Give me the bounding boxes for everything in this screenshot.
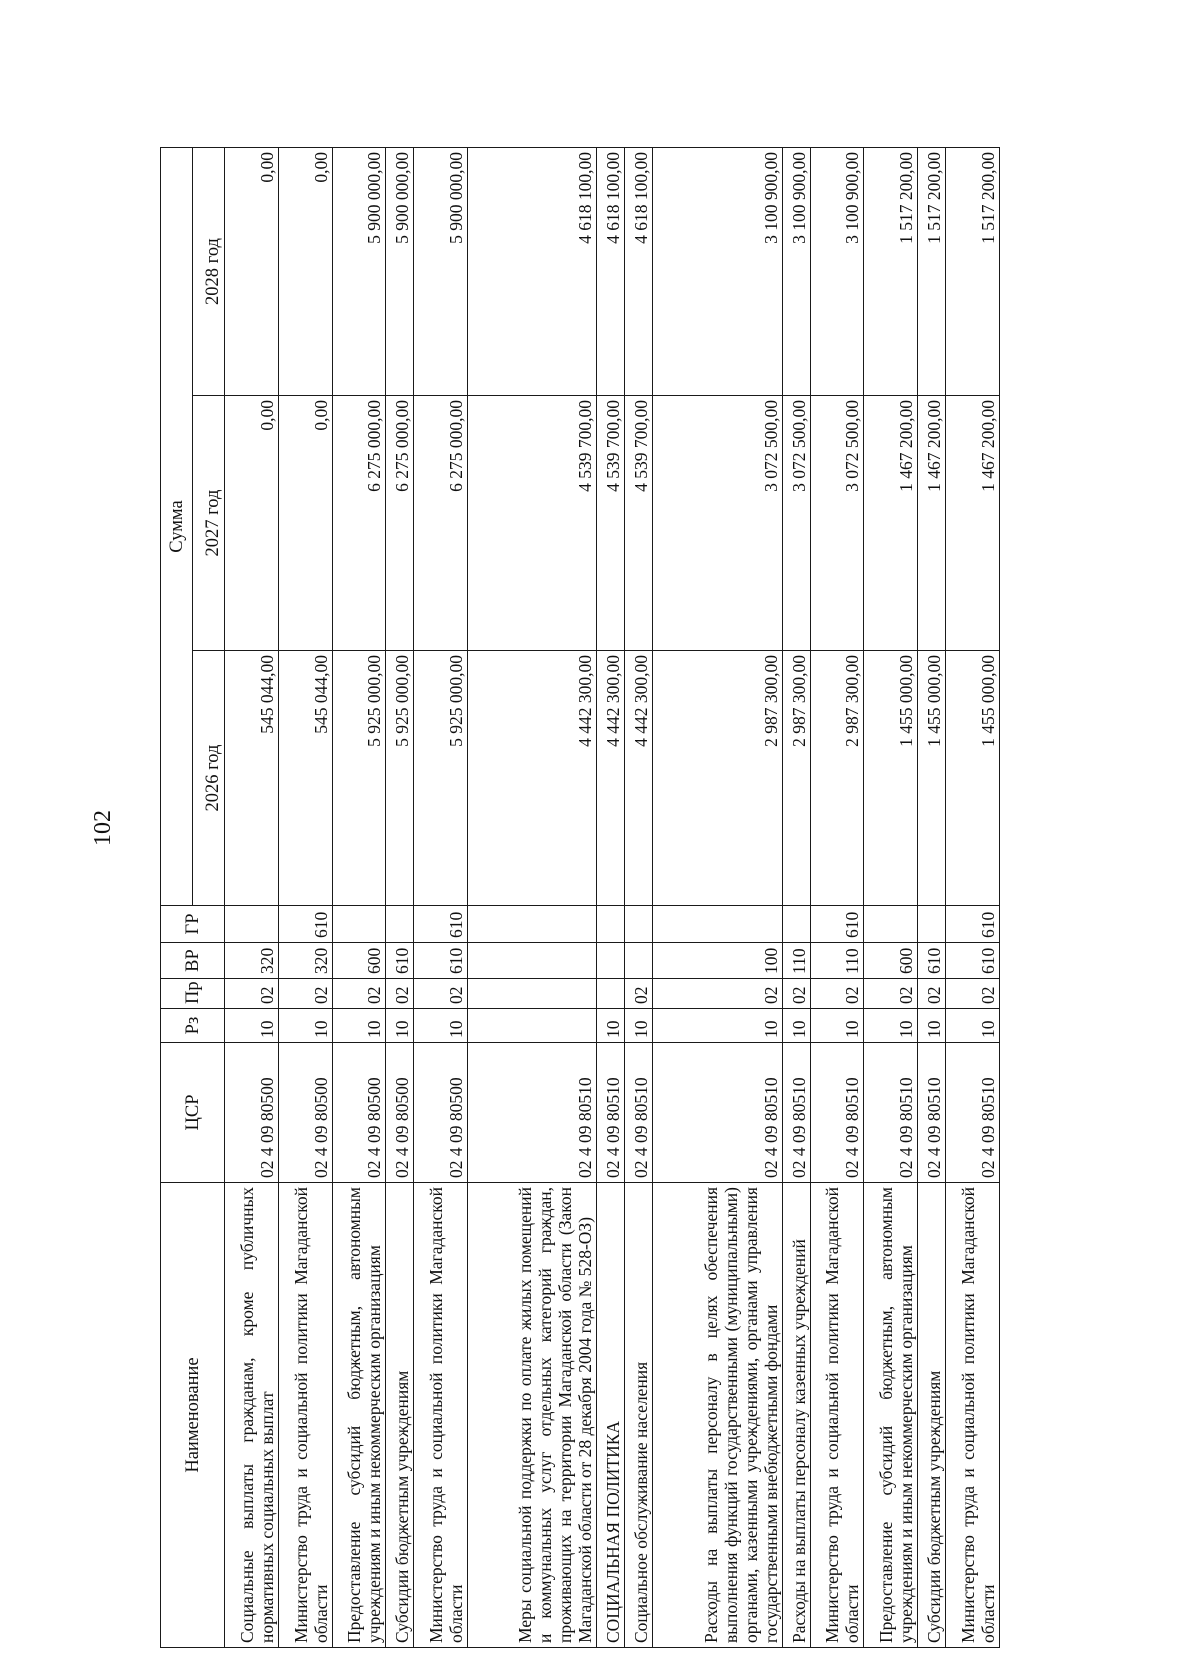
- header-row: [161, 147, 193, 1647]
- table-row: [468, 147, 597, 1647]
- row-csr-cell: 02 4 09 80510: [597, 1043, 625, 1183]
- row-vr-cell: 600: [332, 943, 386, 979]
- row-2026-amount: 5 925 000,00: [386, 651, 414, 906]
- table-row: [332, 147, 386, 1647]
- row-name-cell: Министерство труда и социальной политики Магаданской области: [946, 1183, 1000, 1648]
- row-2027-amount: 4 539 700,00: [625, 396, 653, 651]
- row-2026-amount: 4 442 300,00: [625, 651, 653, 906]
- row-gr-cell: 610: [414, 906, 468, 943]
- rotated-table-container: [160, 148, 1000, 1648]
- row-name-cell: Предоставление субсидий бюджетным, автономным учреждениям и иным некоммерческим организациям: [332, 1183, 386, 1648]
- row-2026-amount: 545 044,00: [225, 651, 279, 906]
- row-name-cell: Предоставление субсидий бюджетным, автономным учреждениям и иным некоммерческим организациям: [864, 1183, 918, 1648]
- row-vr-cell: [468, 943, 597, 979]
- row-vr-cell: 610: [946, 943, 1000, 979]
- row-name-cell: Министерство труда и социальной политики Магаданской области: [414, 1183, 468, 1648]
- header-vr: ВР: [161, 943, 225, 979]
- row-pr-cell: 02: [810, 979, 864, 1009]
- row-rz-cell: 10: [946, 1009, 1000, 1043]
- row-pr-cell: 02: [414, 979, 468, 1009]
- row-2026-amount: 1 455 000,00: [946, 651, 1000, 906]
- header-year-2027: 2027 год: [193, 396, 225, 651]
- header-gr: ГР: [161, 906, 225, 943]
- row-pr-cell: 02: [332, 979, 386, 1009]
- row-2028-amount: 4 618 100,00: [468, 147, 597, 395]
- row-2028-amount: 1 517 200,00: [918, 147, 946, 395]
- page-number: 102: [90, 810, 116, 846]
- row-gr-cell: 610: [810, 906, 864, 943]
- row-gr-cell: [782, 906, 810, 943]
- row-vr-cell: 110: [782, 943, 810, 979]
- row-gr-cell: [918, 906, 946, 943]
- row-rz-cell: 10: [653, 1009, 782, 1043]
- row-2028-amount: 3 100 900,00: [810, 147, 864, 395]
- row-rz-cell: 10: [332, 1009, 386, 1043]
- table-row: [278, 147, 332, 1647]
- row-rz-cell: 10: [810, 1009, 864, 1043]
- row-2027-amount: 3 072 500,00: [782, 396, 810, 651]
- row-pr-cell: 02: [625, 979, 653, 1009]
- table-row: [918, 147, 946, 1647]
- row-2026-amount: 2 987 300,00: [810, 651, 864, 906]
- header-rz: Рз: [161, 1009, 225, 1043]
- row-vr-cell: [625, 943, 653, 979]
- row-pr-cell: 02: [946, 979, 1000, 1009]
- row-pr-cell: 02: [653, 979, 782, 1009]
- row-rz-cell: 10: [278, 1009, 332, 1043]
- row-rz-cell: [468, 1009, 597, 1043]
- header-name: Наименование: [161, 1183, 225, 1648]
- table-row: [864, 147, 918, 1647]
- row-csr-cell: 02 4 09 80510: [782, 1043, 810, 1183]
- row-2027-amount: 1 467 200,00: [946, 396, 1000, 651]
- row-2027-amount: 4 539 700,00: [597, 396, 625, 651]
- row-vr-cell: 320: [278, 943, 332, 979]
- row-name-cell: СОЦИАЛЬНАЯ ПОЛИТИКА: [597, 1183, 625, 1648]
- row-gr-cell: [864, 906, 918, 943]
- row-2026-amount: 2 987 300,00: [782, 651, 810, 906]
- row-2028-amount: 4 618 100,00: [597, 147, 625, 395]
- row-2028-amount: 3 100 900,00: [782, 147, 810, 395]
- row-gr-cell: [386, 906, 414, 943]
- row-vr-cell: 610: [918, 943, 946, 979]
- row-gr-cell: 610: [946, 906, 1000, 943]
- row-csr-cell: 02 4 09 80500: [386, 1043, 414, 1183]
- row-csr-cell: 02 4 09 80510: [625, 1043, 653, 1183]
- table-row: [782, 147, 810, 1647]
- row-csr-cell: 02 4 09 80510: [468, 1043, 597, 1183]
- row-gr-cell: 610: [278, 906, 332, 943]
- row-rz-cell: 10: [414, 1009, 468, 1043]
- row-2026-amount: 2 987 300,00: [653, 651, 782, 906]
- row-2026-amount: 545 044,00: [278, 651, 332, 906]
- row-pr-cell: 02: [278, 979, 332, 1009]
- row-name-cell: Расходы на выплаты персоналу в целях обеспечения выполнения функций государственными (муниципальными) органами, казенными учреждениями, органами управления государственными внебюджетными фондами: [653, 1183, 782, 1648]
- table-row: [597, 147, 625, 1647]
- row-gr-cell: [225, 906, 279, 943]
- row-rz-cell: 10: [597, 1009, 625, 1043]
- row-rz-cell: 10: [864, 1009, 918, 1043]
- row-2027-amount: 3 072 500,00: [653, 396, 782, 651]
- header-year-2028: 2028 год: [193, 147, 225, 395]
- row-csr-cell: 02 4 09 80500: [278, 1043, 332, 1183]
- row-2026-amount: 5 925 000,00: [414, 651, 468, 906]
- row-gr-cell: [468, 906, 597, 943]
- header-pr: Пр: [161, 979, 225, 1009]
- table-row: [225, 147, 279, 1647]
- row-pr-cell: 02: [782, 979, 810, 1009]
- row-2028-amount: 1 517 200,00: [864, 147, 918, 395]
- row-2028-amount: 0,00: [278, 147, 332, 395]
- row-csr-cell: 02 4 09 80510: [918, 1043, 946, 1183]
- row-2027-amount: 1 467 200,00: [864, 396, 918, 651]
- table-row: [414, 147, 468, 1647]
- row-csr-cell: 02 4 09 80500: [414, 1043, 468, 1183]
- row-pr-cell: 02: [386, 979, 414, 1009]
- table-row: [946, 147, 1000, 1647]
- row-vr-cell: 110: [810, 943, 864, 979]
- row-pr-cell: 02: [864, 979, 918, 1009]
- row-vr-cell: 320: [225, 943, 279, 979]
- row-csr-cell: 02 4 09 80510: [864, 1043, 918, 1183]
- table-row: [810, 147, 864, 1647]
- row-2027-amount: 0,00: [225, 396, 279, 651]
- row-2028-amount: 4 618 100,00: [625, 147, 653, 395]
- table-row: [625, 147, 653, 1647]
- row-gr-cell: [332, 906, 386, 943]
- row-pr-cell: 02: [918, 979, 946, 1009]
- row-name-cell: Расходы на выплаты персоналу казенных учреждений: [782, 1183, 810, 1648]
- row-vr-cell: 600: [864, 943, 918, 979]
- row-2028-amount: 0,00: [225, 147, 279, 395]
- row-pr-cell: [468, 979, 597, 1009]
- row-pr-cell: [597, 979, 625, 1009]
- row-2028-amount: 5 900 000,00: [332, 147, 386, 395]
- row-2027-amount: 6 275 000,00: [414, 396, 468, 651]
- row-vr-cell: 100: [653, 943, 782, 979]
- table-row: [653, 147, 782, 1647]
- row-gr-cell: [625, 906, 653, 943]
- row-csr-cell: 02 4 09 80510: [653, 1043, 782, 1183]
- row-2026-amount: 4 442 300,00: [597, 651, 625, 906]
- row-rz-cell: 10: [225, 1009, 279, 1043]
- row-2027-amount: 0,00: [278, 396, 332, 651]
- row-2027-amount: 6 275 000,00: [332, 396, 386, 651]
- row-vr-cell: 610: [386, 943, 414, 979]
- row-name-cell: Министерство труда и социальной политики Магаданской области: [278, 1183, 332, 1648]
- row-name-cell: Субсидии бюджетным учреждениям: [918, 1183, 946, 1648]
- budget-table: [160, 147, 1000, 1648]
- row-rz-cell: 10: [782, 1009, 810, 1043]
- row-2027-amount: 6 275 000,00: [386, 396, 414, 651]
- row-name-cell: Министерство труда и социальной политики Магаданской области: [810, 1183, 864, 1648]
- row-2028-amount: 5 900 000,00: [414, 147, 468, 395]
- header-sum: Сумма: [161, 147, 193, 905]
- row-rz-cell: 10: [386, 1009, 414, 1043]
- row-rz-cell: 10: [625, 1009, 653, 1043]
- row-2028-amount: 3 100 900,00: [653, 147, 782, 395]
- row-2027-amount: 4 539 700,00: [468, 396, 597, 651]
- row-name-cell: Меры социальной поддержки по оплате жилых помещений и коммунальных услуг отдельных категорий граждан, проживающих на территории Магаданской области (Закон Магаданской области от 28 декабря 2004 года № 528-ОЗ): [468, 1183, 597, 1648]
- table-body: [225, 147, 1000, 1647]
- row-gr-cell: [653, 906, 782, 943]
- row-2026-amount: 5 925 000,00: [332, 651, 386, 906]
- row-2028-amount: 5 900 000,00: [386, 147, 414, 395]
- row-name-cell: Социальное обслуживание населения: [625, 1183, 653, 1648]
- row-2028-amount: 1 517 200,00: [946, 147, 1000, 395]
- row-csr-cell: 02 4 09 80500: [332, 1043, 386, 1183]
- row-pr-cell: 02: [225, 979, 279, 1009]
- row-name-cell: Субсидии бюджетным учреждениям: [386, 1183, 414, 1648]
- row-2027-amount: 1 467 200,00: [918, 396, 946, 651]
- row-name-cell: Социальные выплаты гражданам, кроме публичных нормативных социальных выплат: [225, 1183, 279, 1648]
- row-vr-cell: 610: [414, 943, 468, 979]
- row-rz-cell: 10: [918, 1009, 946, 1043]
- row-2027-amount: 3 072 500,00: [810, 396, 864, 651]
- row-gr-cell: [597, 906, 625, 943]
- row-vr-cell: [597, 943, 625, 979]
- row-2026-amount: 1 455 000,00: [918, 651, 946, 906]
- header-csr: ЦСР: [161, 1043, 225, 1183]
- row-csr-cell: 02 4 09 80510: [946, 1043, 1000, 1183]
- row-2026-amount: 4 442 300,00: [468, 651, 597, 906]
- row-csr-cell: 02 4 09 80510: [810, 1043, 864, 1183]
- table-row: [386, 147, 414, 1647]
- header-year-2026: 2026 год: [193, 651, 225, 906]
- row-2026-amount: 1 455 000,00: [864, 651, 918, 906]
- row-csr-cell: 02 4 09 80500: [225, 1043, 279, 1183]
